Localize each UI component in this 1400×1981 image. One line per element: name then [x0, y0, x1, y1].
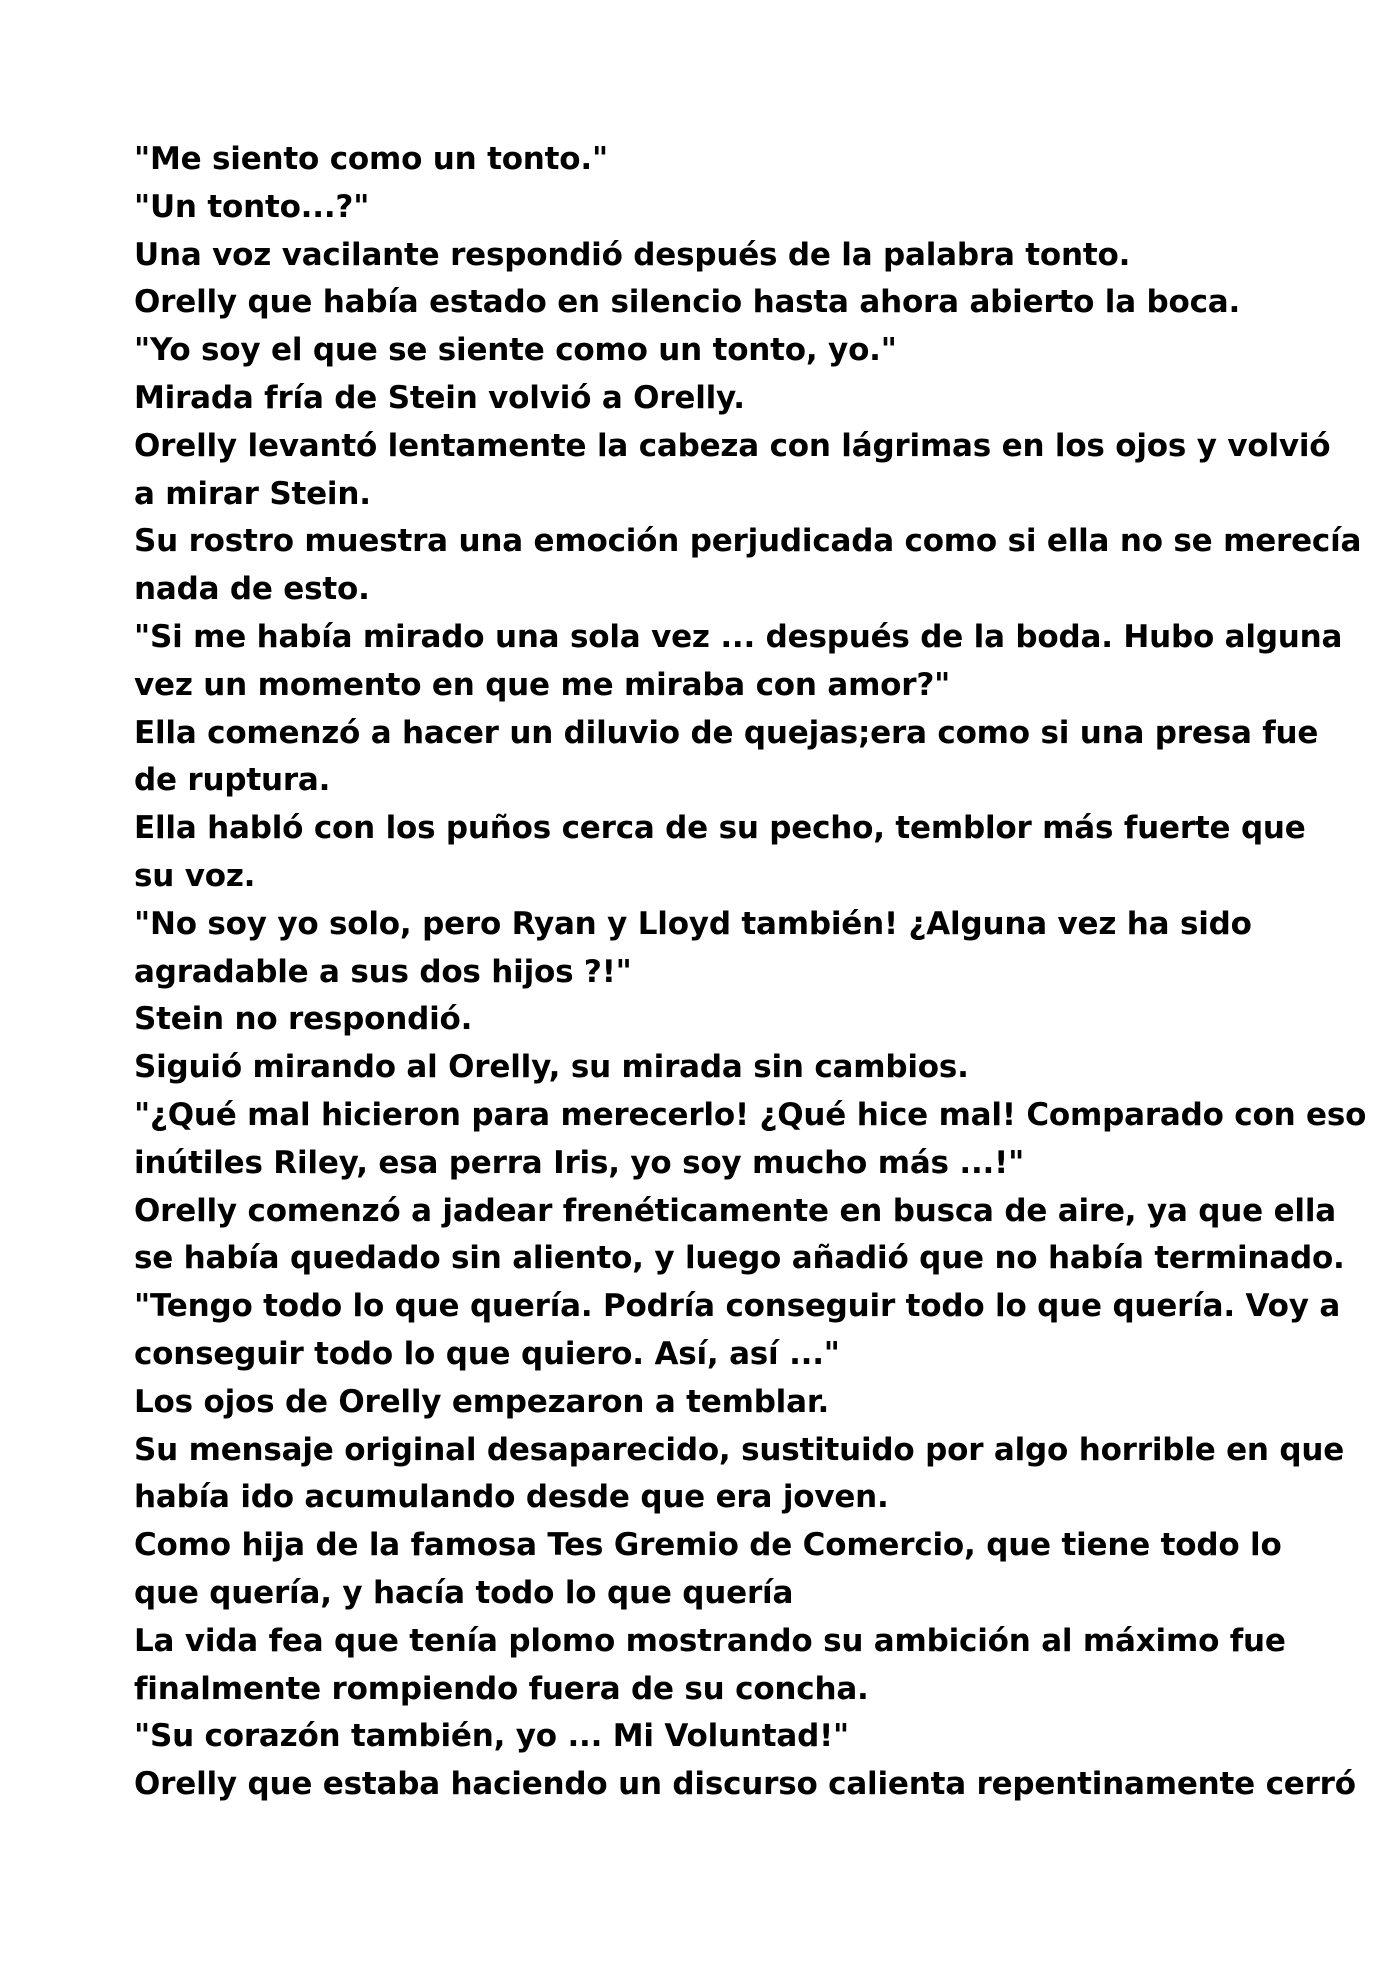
text-line: Siguió mirando al Orelly, su mirada sin cambios. — [134, 1049, 969, 1086]
text-line: Una voz vacilante respondió después de la palabra tonto. — [134, 236, 1131, 273]
text-line: Como hija de la famosa Tes Gremio de Comercio, que tiene todo lo — [134, 1527, 1282, 1564]
text-line: a mirar Stein. — [134, 475, 371, 512]
text-line: conseguir todo lo que quiero. Así, así ..." — [134, 1335, 840, 1372]
text-line: Su rostro muestra una emoción perjudicada como si ella no se merecía — [134, 523, 1362, 560]
text-line: vez un momento en que me miraba con amor?" — [134, 666, 951, 703]
text-line: "Si me había mirado una sola vez ... después de la boda. Hubo alguna — [134, 618, 1343, 655]
text-line: que quería, y hacía todo lo que quería — [134, 1574, 794, 1611]
text-line: Orelly comenzó a jadear frenéticamente en busca de aire, ya que ella — [134, 1192, 1336, 1229]
text-line: de ruptura. — [134, 762, 331, 799]
text-line: había ido acumulando desde que era joven. — [134, 1479, 889, 1516]
text-line: "Me siento como un tonto." — [134, 141, 608, 177]
text-line: Su mensaje original desaparecido, sustituido por algo horrible en que — [134, 1431, 1345, 1468]
text-line: su voz. — [134, 857, 256, 894]
text-line: inútiles Riley, esa perra Iris, yo soy mucho más ...!" — [134, 1144, 1025, 1181]
document-body — [134, 136, 1367, 1809]
text-line: Mirada fría de Stein volvió a Orelly. — [134, 379, 745, 416]
text-line: Orelly levantó lentamente la cabeza con lágrimas en los ojos y volvió — [134, 427, 1331, 464]
text-line: La vida fea que tenía plomo mostrando su ambición al máximo fue — [134, 1622, 1286, 1659]
text-line: Orelly que estaba haciendo un discurso calienta repentinamente cerró — [134, 1766, 1356, 1803]
text-line: "Tengo todo lo que quería. Podría conseguir todo lo que quería. Voy a — [134, 1288, 1341, 1325]
text-line: "Un tonto...?" — [134, 188, 370, 225]
text-line: "¿Qué mal hicieron para merecerlo! ¿Qué hice mal! Comparado con eso — [134, 1096, 1367, 1133]
text-line: Orelly que había estado en silencio hasta ahora abierto la boca. — [134, 284, 1241, 321]
text-line: Ella habló con los puños cerca de su pecho, temblor más fuerte que — [134, 810, 1306, 847]
text-line: Ella comenzó a hacer un diluvio de quejas;era como si una presa fue — [134, 714, 1319, 751]
text-line: se había quedado sin aliento, y luego añadió que no había terminado. — [134, 1240, 1345, 1277]
text-line: "Su corazón también, yo ... Mi Voluntad!" — [134, 1718, 850, 1755]
text-line: "No soy yo solo, pero Ryan y Lloyd también! ¿Alguna vez ha sido — [134, 905, 1252, 942]
text-line: nada de esto. — [134, 571, 370, 608]
text-line: "Yo soy el que se siente como un tonto, yo." — [134, 332, 897, 369]
text-line: finalmente rompiendo fuera de su concha. — [134, 1670, 869, 1707]
text-line: Los ojos de Orelly empezaron a temblar. — [134, 1383, 830, 1420]
text-line: Stein no respondió. — [134, 1001, 473, 1038]
text-line: agradable a sus dos hijos ?!" — [134, 953, 632, 990]
